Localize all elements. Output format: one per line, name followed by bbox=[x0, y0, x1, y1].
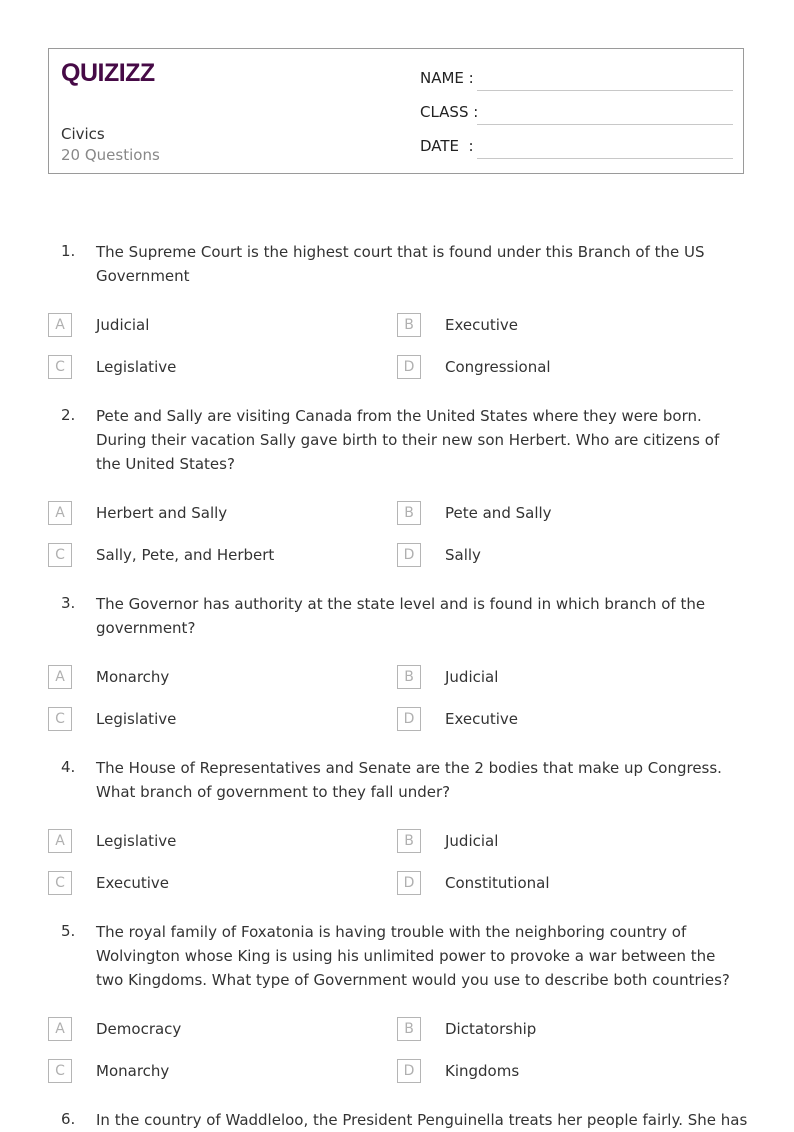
option-text: Constitutional bbox=[445, 874, 550, 892]
question-text: The royal family of Foxatonia is having trouble with the neighboring country of Wolvington whose King is using his unlimited power to provoke a war between the two Kingdoms. What type of Government would you use to describe both countries? bbox=[96, 923, 730, 989]
option-text: Executive bbox=[445, 316, 519, 334]
quizizz-logo: QUIZIZZ bbox=[61, 59, 155, 87]
question-number: 6. bbox=[61, 1110, 76, 1128]
option-letter-box: D bbox=[397, 707, 421, 731]
question-number: 4. bbox=[61, 758, 76, 776]
class-label: CLASS : bbox=[420, 103, 479, 121]
option-text: Herbert and Sally bbox=[96, 504, 228, 522]
option-text: Legislative bbox=[96, 832, 177, 850]
option-text: Congressional bbox=[445, 358, 551, 376]
option-letter-box: A bbox=[48, 829, 72, 853]
option-letter-box: B bbox=[397, 501, 421, 525]
option-text: Pete and Sally bbox=[445, 504, 552, 522]
option-text: Monarchy bbox=[96, 668, 170, 686]
option-letter-box: B bbox=[397, 665, 421, 689]
name-line bbox=[477, 90, 733, 91]
option-letter-box: C bbox=[48, 355, 72, 379]
question-number: 2. bbox=[61, 406, 76, 424]
question-number: 3. bbox=[61, 594, 76, 612]
option-text: Executive bbox=[96, 874, 170, 892]
option-letter-box: B bbox=[397, 1017, 421, 1041]
option-text: Judicial bbox=[96, 316, 150, 334]
option-text: Democracy bbox=[96, 1020, 182, 1038]
option-letter-box: C bbox=[48, 707, 72, 731]
question-count: 20 Questions bbox=[61, 146, 160, 164]
option-text: Monarchy bbox=[96, 1062, 170, 1080]
date-label: DATE : bbox=[420, 137, 474, 155]
date-line bbox=[477, 158, 733, 159]
option-text: Executive bbox=[445, 710, 519, 728]
option-text: Judicial bbox=[445, 832, 499, 850]
question-number: 1. bbox=[61, 242, 76, 260]
question-text: The Supreme Court is the highest court that is found under this Branch of the US Government bbox=[96, 243, 705, 285]
option-letter-box: A bbox=[48, 313, 72, 337]
option-text: Legislative bbox=[96, 710, 177, 728]
question-text: The Governor has authority at the state level and is found in which branch of the government? bbox=[96, 595, 706, 637]
question-text: The House of Representatives and Senate are the 2 bodies that make up Congress. What branch of government to they fall under? bbox=[96, 759, 722, 801]
option-text: Dictatorship bbox=[445, 1020, 537, 1038]
option-text: Sally, Pete, and Herbert bbox=[96, 546, 275, 564]
option-text: Kingdoms bbox=[445, 1062, 520, 1080]
option-text: Legislative bbox=[96, 358, 177, 376]
option-letter-box: D bbox=[397, 543, 421, 567]
option-letter-box: C bbox=[48, 1059, 72, 1083]
option-letter-box: B bbox=[397, 829, 421, 853]
option-letter-box: A bbox=[48, 501, 72, 525]
worksheet-subject: Civics bbox=[61, 125, 105, 143]
option-letter-box: C bbox=[48, 871, 72, 895]
option-letter-box: A bbox=[48, 1017, 72, 1041]
option-letter-box: D bbox=[397, 355, 421, 379]
question-text: In the country of Waddleloo, the President Penguinella treats her people fairly. She has bbox=[96, 1111, 748, 1129]
option-text: Sally bbox=[445, 546, 481, 564]
option-text: Judicial bbox=[445, 668, 499, 686]
class-line bbox=[477, 124, 733, 125]
option-letter-box: D bbox=[397, 871, 421, 895]
question-number: 5. bbox=[61, 922, 76, 940]
option-letter-box: D bbox=[397, 1059, 421, 1083]
question-text: Pete and Sally are visiting Canada from the United States where they were born. During their vacation Sally gave birth to their new son Herbert. Who are citizens of the United States? bbox=[96, 407, 720, 473]
option-letter-box: B bbox=[397, 313, 421, 337]
option-letter-box: A bbox=[48, 665, 72, 689]
option-letter-box: C bbox=[48, 543, 72, 567]
name-label: NAME : bbox=[420, 69, 474, 87]
worksheet-header bbox=[48, 48, 744, 174]
